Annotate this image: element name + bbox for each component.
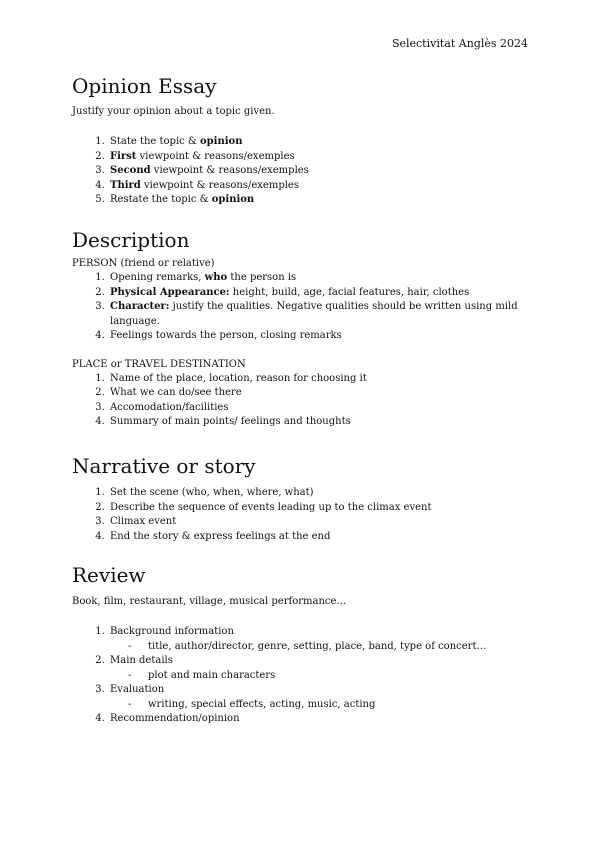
- list-item: 4. Recommendation/opinion: [108, 712, 532, 727]
- list-item: 2. Describe the sequence of events leading up to the climax event: [108, 501, 532, 516]
- review-list: [72, 625, 532, 727]
- list-item: 2. Main details - plot and main characters: [108, 654, 532, 683]
- review-intro: Book, film, restaurant, village, musical performance…: [72, 596, 347, 607]
- list-item: 4. Feelings towards the person, closing remarks: [108, 329, 532, 344]
- list-item: 4. Third viewpoint & reasons/exemples: [108, 179, 532, 194]
- sub-list: [110, 698, 532, 713]
- narrative-section: [72, 454, 532, 544]
- list-item: 3. Second viewpoint & reasons/exemples: [108, 164, 532, 179]
- place-list: [72, 372, 532, 430]
- description-section: [72, 228, 532, 430]
- description-title: Description: [72, 228, 190, 252]
- list-item: 3. Accomodation/facilities: [108, 401, 532, 416]
- person-list: [72, 271, 532, 344]
- list-item: 4. End the story & express feelings at the end: [108, 530, 532, 545]
- narrative-list: [72, 486, 532, 544]
- sub-list: [110, 640, 532, 655]
- list-item: 1. Set the scene (who, when, where, what): [108, 486, 532, 501]
- list-item: 3. Climax event: [108, 515, 532, 530]
- sub-list-item: - writing, special effects, acting, music, acting: [146, 698, 532, 713]
- narrative-title: Narrative or story: [72, 454, 256, 478]
- list-item: 1. Name of the place, location, reason for choosing it: [108, 372, 532, 387]
- list-item: 3. Character: justify the qualities. Negative qualities should be written using mild language.: [108, 300, 532, 329]
- list-item: 2. What we can do/see there: [108, 386, 532, 401]
- list-item: 1. Opening remarks, who the person is: [108, 271, 532, 286]
- opinion-intro: Justify your opinion about a topic given.: [72, 106, 275, 117]
- review-section: [72, 563, 532, 727]
- list-item: 4. Summary of main points/ feelings and thoughts: [108, 415, 532, 430]
- sub-list-item: - title, author/director, genre, setting, place, band, type of concert…: [146, 640, 532, 655]
- list-item: 2. Physical Appearance: height, build, age, facial features, hair, clothes: [108, 286, 532, 301]
- list-item: 2. First viewpoint & reasons/exemples: [108, 150, 532, 165]
- page-header: Selectivitat Anglès 2024: [391, 37, 528, 50]
- list-item: 1. State the topic & opinion: [108, 135, 532, 150]
- place-label: PLACE or TRAVEL DESTINATION: [72, 358, 246, 370]
- list-item: 1. Background information - title, author/director, genre, setting, place, band, type of concert…: [108, 625, 532, 654]
- sub-list-item: - plot and main characters: [146, 669, 532, 684]
- opinion-section: [72, 74, 532, 208]
- sub-list: [110, 669, 532, 684]
- list-item: 3. Evaluation - writing, special effects, acting, music, acting: [108, 683, 532, 712]
- list-item: 5. Restate the topic & opinion: [108, 193, 532, 208]
- opinion-title: Opinion Essay: [72, 74, 217, 98]
- person-label: PERSON (friend or relative): [72, 258, 215, 269]
- opinion-list: [72, 135, 532, 208]
- review-title: Review: [72, 563, 146, 587]
